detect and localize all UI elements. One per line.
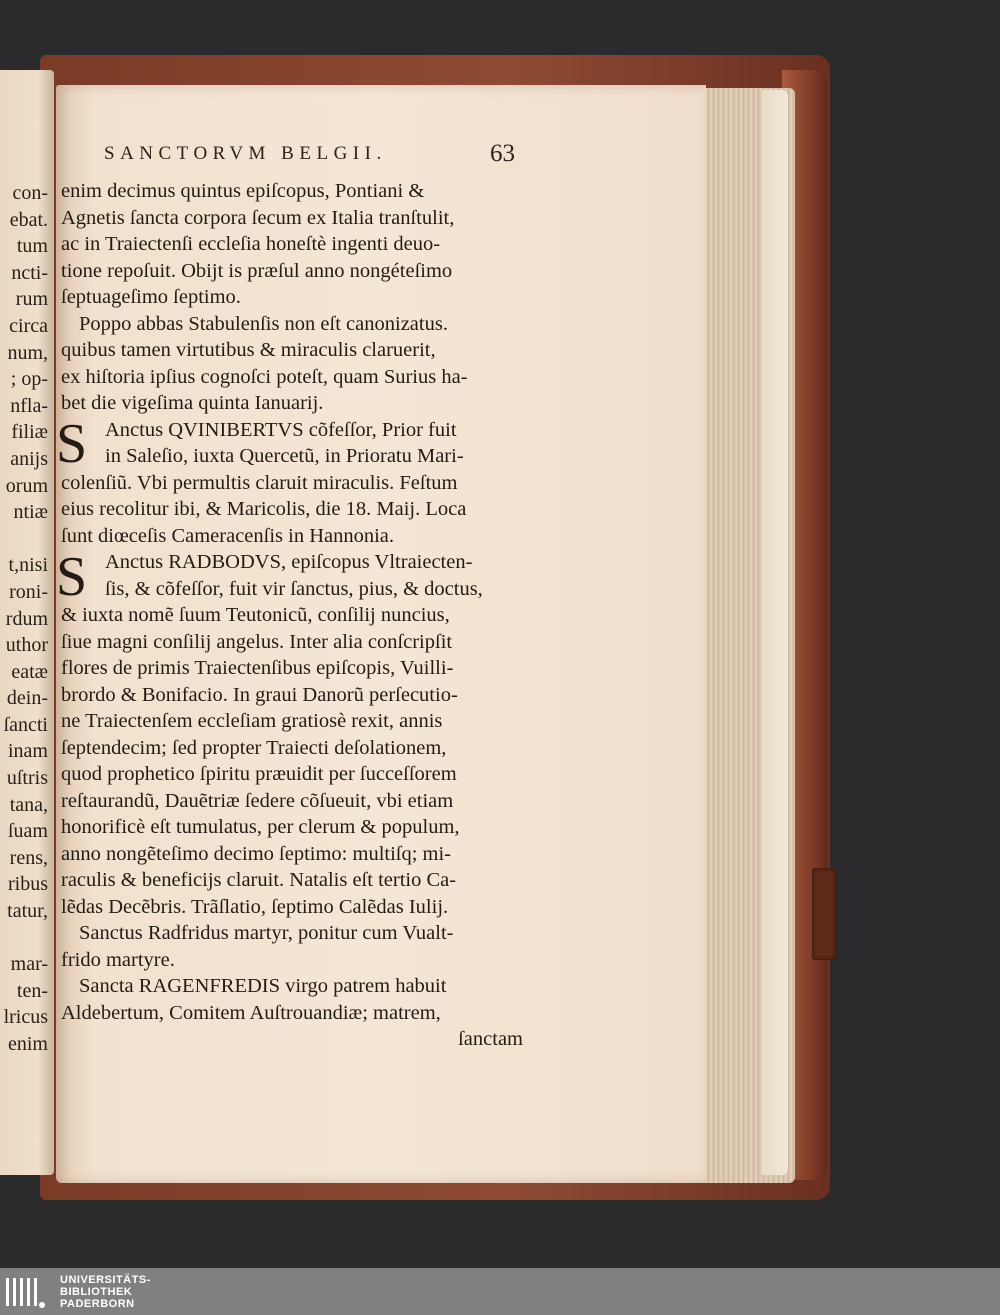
- left-page-line: ebat.: [9, 208, 48, 231]
- left-page-line: tana,: [9, 793, 48, 816]
- text-line: Aldebertum, Comitem Auſtrouandiæ; matrem,: [61, 1001, 441, 1024]
- logo-line: UNIVERSITÄTS-: [60, 1274, 151, 1286]
- left-page-line: dein-: [6, 687, 48, 710]
- left-page-line: filiæ: [11, 421, 48, 444]
- left-page-line: orum: [5, 474, 48, 497]
- text-line: tione repoſuit. Obijt is præſul anno nongéteſimo: [61, 259, 453, 282]
- left-page-line: uſtris: [6, 767, 48, 790]
- left-page-line: circa: [9, 314, 48, 337]
- text-line: frido martyre.: [61, 948, 175, 971]
- left-page-line: eatæ: [11, 660, 48, 683]
- footer-bar: [0, 1268, 1000, 1315]
- text-line: quibus tamen virtutibus & miraculis claruerit,: [61, 339, 436, 361]
- left-page-line: ten-: [16, 979, 48, 1002]
- running-head: SANCTORVM BELGII.: [104, 143, 387, 164]
- text-line: Poppo abbas Stabulenſis non eſt canonizatus.: [79, 312, 448, 335]
- library-logo-icon: [4, 1274, 50, 1310]
- text-line: anno nongẽteſimo decimo ſeptimo: multiſq; mi-: [61, 842, 452, 865]
- left-page-line: ; op-: [10, 368, 48, 391]
- text-line: flores de primis Traiectenſibus epiſcopis, Vuilli-: [61, 657, 454, 679]
- text-line: ſiue magni conſilij angelus. Inter alia conſcripſit: [61, 630, 453, 653]
- page-number: 63: [490, 140, 515, 167]
- left-page-line: [4, 526, 48, 553]
- catchword: ſanctam: [458, 1028, 523, 1050]
- text-line: ſunt diœceſis Cameracenſis in Hannonia.: [61, 524, 395, 547]
- clasp-remnant: [812, 868, 836, 960]
- text-line: ne Traiectenſem eccleſiam gratiosè rexit, annis: [61, 710, 443, 732]
- left-page-line: ncti-: [11, 261, 48, 284]
- left-page-line: roni-: [9, 580, 48, 603]
- text-line: quod prophetico ſpiritu præuidit per ſucceſſorem: [61, 763, 457, 785]
- logo-line: PADERBORN: [60, 1298, 135, 1310]
- text-line: Anctus RADBODVS, epiſcopus Vltraiecten-: [105, 551, 473, 573]
- text-line: bet die vigeſima quinta Ianuarij.: [61, 392, 324, 414]
- text-line: in Saleſio, iuxta Quercetũ, in Prioratu Mari-: [105, 445, 464, 467]
- dropcap-radbodus: S: [56, 546, 88, 608]
- left-page-line: ribus: [8, 873, 48, 896]
- left-page-line: anijs: [10, 447, 48, 470]
- text-line: & iuxta nomẽ ſuum Teutonicũ, conſilij nuncius,: [61, 604, 450, 626]
- text-line: lẽdas Decẽbris. Trãſlatio, ſeptimo Calẽdas Iulij.: [61, 895, 449, 918]
- left-page-line: inam: [8, 740, 48, 763]
- left-page-line: con-: [12, 182, 48, 204]
- text-line: colenſiũ. Vbi permultis claruit miraculis. Feſtum: [61, 471, 458, 494]
- left-page-line: rum: [15, 288, 48, 311]
- left-page-line: ntiæ: [13, 501, 48, 524]
- left-page-line: num,: [7, 341, 48, 364]
- left-page-line: lricus: [3, 1006, 48, 1029]
- fore-edge: [762, 90, 788, 1175]
- text-line: ſeptuageſimo ſeptimo.: [61, 286, 241, 308]
- text-line: ac in Traiectenſi eccleſia honeſtè ingenti deuo-: [61, 233, 441, 255]
- library-logo-text: [60, 1274, 151, 1310]
- text-line: raculis & beneficijs claruit. Natalis eſt tertio Ca-: [61, 869, 457, 891]
- text-line: Anctus QVINIBERTVS cõfeſſor, Prior fuit: [105, 418, 457, 441]
- left-page-line: ſancti: [3, 713, 48, 736]
- left-page-line: rdum: [5, 607, 48, 630]
- page-body: [61, 178, 523, 1053]
- text-line: Sancta RAGENFREDIS virgo patrem habuit: [79, 975, 447, 997]
- left-page-line: nfla-: [10, 394, 48, 417]
- text-line: Agnetis ſancta corpora ſecum ex Italia tranſtulit,: [61, 206, 455, 229]
- left-page-line: [4, 925, 48, 952]
- dropcap-quinibertus: S: [56, 413, 88, 475]
- text-line: ex hiſtoria ipſius cognoſci poteſt, quam Surius ha-: [61, 365, 468, 388]
- text-line: ſis, & cõfeſſor, fuit vir ſanctus, pius, & doctus,: [105, 577, 483, 600]
- text-line: honorificè eſt tumulatus, per clerum & populum,: [61, 816, 460, 838]
- text-line: brordo & Bonifacio. In graui Danorũ perſecutio-: [61, 683, 458, 706]
- left-page-text: [4, 180, 48, 1058]
- left-page: [0, 70, 54, 1175]
- text-line: reſtaurandũ, Dauẽtriæ ſedere cõſueuit, vbi etiam: [61, 789, 454, 812]
- left-page-line: mar-: [10, 953, 48, 976]
- left-page-line: uthor: [5, 634, 48, 657]
- left-page-line: tum: [16, 235, 48, 258]
- logo-line: BIBLIOTHEK: [60, 1286, 133, 1298]
- text-line: ſeptendecim; ſed propter Traiecti deſolationem,: [61, 736, 447, 759]
- text-line: Sanctus Radfridus martyr, ponitur cum Vualt-: [79, 922, 454, 944]
- left-page-line: ſuam: [8, 820, 48, 843]
- text-line: eius recolitur ibi, & Maricolis, die 18. Maij. Loca: [61, 498, 467, 520]
- text-line: enim decimus quintus epiſcopus, Pontiani &: [61, 180, 425, 202]
- left-page-line: enim: [8, 1033, 48, 1055]
- left-page-line: tatur,: [7, 900, 48, 923]
- left-page-line: rens,: [9, 846, 48, 869]
- left-page-line: t,nisi: [8, 554, 48, 577]
